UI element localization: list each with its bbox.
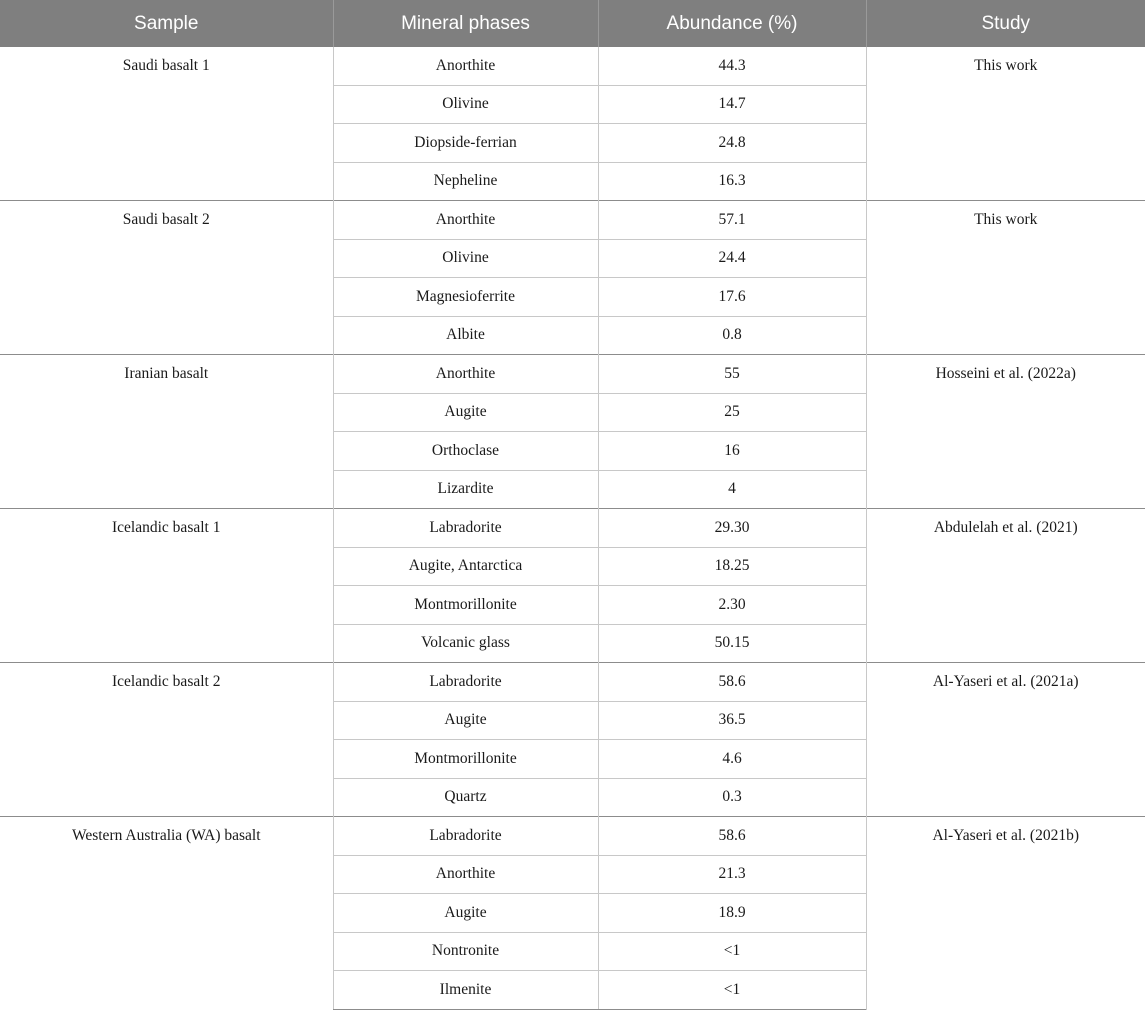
sample-cell: Saudi basalt 1 bbox=[122, 57, 210, 74]
table-row bbox=[0, 817, 1145, 856]
abundance-cell: 24.4 bbox=[598, 239, 866, 278]
abundance-cell: 50.15 bbox=[598, 624, 866, 663]
abundance-cell: <1 bbox=[598, 971, 866, 1010]
mineral-cell: Quartz bbox=[333, 778, 598, 817]
mineral-cell: Nontronite bbox=[333, 932, 598, 971]
table-row bbox=[0, 663, 1145, 702]
abundance-cell: 29.30 bbox=[598, 509, 866, 548]
table-row bbox=[0, 509, 1145, 548]
mineral-cell: Orthoclase bbox=[333, 432, 598, 471]
mineral-cell: Augite bbox=[333, 393, 598, 432]
abundance-cell: 0.8 bbox=[598, 316, 866, 355]
abundance-cell: 58.6 bbox=[598, 663, 866, 702]
mineral-cell: Olivine bbox=[333, 239, 598, 278]
mineral-cell: Ilmenite bbox=[333, 971, 598, 1010]
header-mineral-phases: Mineral phases bbox=[333, 0, 598, 47]
abundance-cell: 16 bbox=[598, 432, 866, 471]
sample-cell: Icelandic basalt 2 bbox=[0, 663, 333, 817]
study-cell: Al-Yaseri et al. (2021b) bbox=[866, 817, 1145, 1010]
table-header bbox=[0, 0, 1145, 47]
study-cell: Abdulelah et al. (2021) bbox=[866, 509, 1145, 663]
mineral-cell: Labradorite bbox=[333, 817, 598, 856]
mineral-cell: Labradorite bbox=[333, 509, 598, 548]
mineral-cell: Anorthite bbox=[333, 855, 598, 894]
abundance-cell: 21.3 bbox=[598, 855, 866, 894]
table-body bbox=[0, 47, 1145, 1009]
table-row bbox=[0, 47, 1145, 85]
abundance-cell: 57.1 bbox=[598, 201, 866, 240]
abundance-cell: 25 bbox=[598, 393, 866, 432]
mineral-cell: Anorthite bbox=[333, 355, 598, 394]
abundance-cell: 17.6 bbox=[598, 278, 866, 317]
study-cell: Al-Yaseri et al. (2021a) bbox=[866, 663, 1145, 817]
header-row bbox=[0, 0, 1145, 47]
study-cell: This work bbox=[866, 47, 1145, 201]
mineral-cell: Diopside-ferrian bbox=[333, 124, 598, 163]
abundance-cell: 4.6 bbox=[598, 740, 866, 779]
mineral-cell: Nepheline bbox=[333, 162, 598, 201]
sample-cell: Saudi basalt 2 bbox=[0, 201, 333, 355]
abundance-cell: 0.3 bbox=[598, 778, 866, 817]
abundance-cell: 16.3 bbox=[598, 162, 866, 201]
table-row bbox=[0, 201, 1145, 240]
mineral-cell: Anorthite bbox=[333, 201, 598, 240]
header-sample: Sample bbox=[0, 0, 333, 47]
mineral-cell: Augite bbox=[333, 701, 598, 740]
mineral-cell: Lizardite bbox=[333, 470, 598, 509]
mineral-cell: Anorthite bbox=[333, 47, 598, 85]
abundance-cell: 4 bbox=[598, 470, 866, 509]
abundance-cell: 58.6 bbox=[598, 817, 866, 856]
abundance-cell: 18.25 bbox=[598, 547, 866, 586]
mineral-cell: Augite, Antarctica bbox=[333, 547, 598, 586]
abundance-cell: 18.9 bbox=[598, 894, 866, 933]
mineral-cell: Montmorillonite bbox=[333, 586, 598, 625]
study-cell: This work bbox=[866, 201, 1145, 355]
mineral-cell: Volcanic glass bbox=[333, 624, 598, 663]
abundance-cell: 2.30 bbox=[598, 586, 866, 625]
header-study: Study bbox=[866, 0, 1145, 47]
abundance-cell: 55 bbox=[598, 355, 866, 394]
mineral-cell: Magnesioferrite bbox=[333, 278, 598, 317]
study-cell: Hosseini et al. (2022a) bbox=[866, 355, 1145, 509]
sample-cell: Iranian basalt bbox=[0, 355, 333, 509]
header-abundance: Abundance (%) bbox=[598, 0, 866, 47]
abundance-cell: 24.8 bbox=[598, 124, 866, 163]
abundance-cell: 36.5 bbox=[598, 701, 866, 740]
abundance-cell: <1 bbox=[598, 932, 866, 971]
mineral-cell: Albite bbox=[333, 316, 598, 355]
sample-cell: Western Australia (WA) basalt bbox=[0, 817, 333, 1010]
mineral-cell: Montmorillonite bbox=[333, 740, 598, 779]
mineral-cell: Augite bbox=[333, 894, 598, 933]
mineral-cell: Labradorite bbox=[333, 663, 598, 702]
abundance-cell: 14.7 bbox=[598, 85, 866, 124]
mineral-cell: Olivine bbox=[333, 85, 598, 124]
sample-cell: Icelandic basalt 1 bbox=[0, 509, 333, 663]
table-row bbox=[0, 355, 1145, 394]
abundance-cell: 44.3 bbox=[598, 47, 866, 85]
